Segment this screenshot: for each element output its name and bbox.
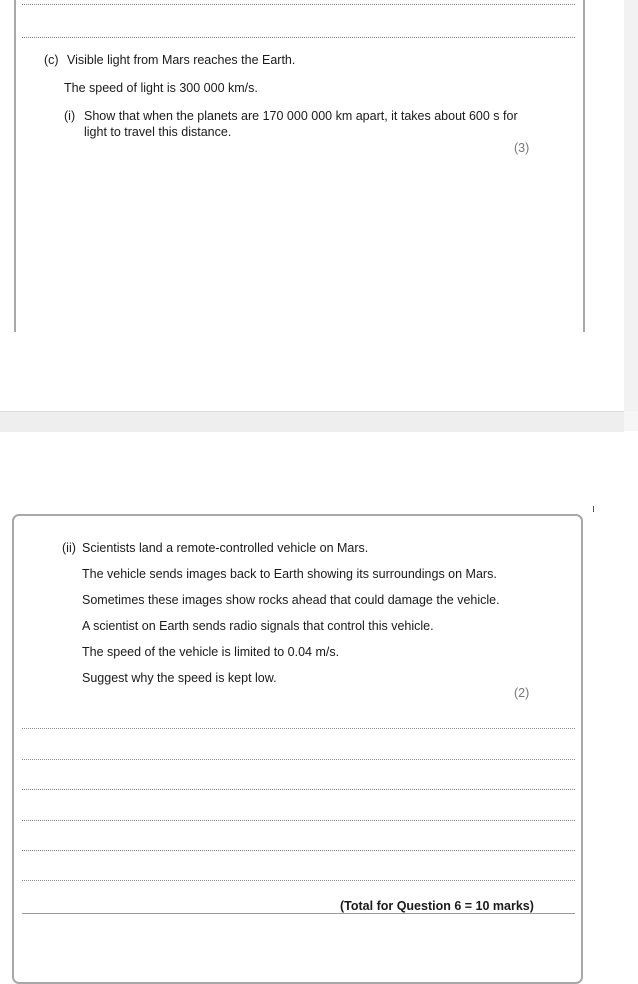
part-ii-line1: Scientists land a remote-controlled vehicle on Mars. [82,541,369,555]
part-ii-line4: A scientist on Earth sends radio signals that control this vehicle. [82,619,434,633]
part-ii-line2: The vehicle sends images back to Earth showing its surroundings on Mars. [82,567,497,581]
part-i-label: (i) [64,109,76,123]
total-underline [22,913,575,914]
answer-line[interactable] [22,759,575,760]
page-border-left [14,0,16,332]
viewer-gutter [624,0,638,413]
part-i-question-line1: Show that when the planets are 170 000 000 km apart, it takes about 600 s for [84,109,518,123]
answer-line[interactable] [22,789,575,790]
speed-of-light-statement: The speed of light is 300 000 km/s. [64,81,258,95]
part-ii-line5: The speed of the vehicle is limited to 0.04 m/s. [82,645,340,659]
answer-line[interactable] [22,820,575,821]
page-mark [593,506,594,512]
part-c-intro: Visible light from Mars reaches the Earth. [67,53,296,67]
part-i-marks: (3) [514,141,530,155]
question-total-marks: (Total for Question 6 = 10 marks) [340,899,534,913]
answer-line[interactable] [22,37,575,38]
page-separator-edge [624,411,638,431]
answer-line[interactable] [22,850,575,851]
page-border-right [583,0,585,332]
part-ii-label: (ii) [62,541,76,555]
answer-line[interactable] [22,4,575,5]
page-separator [0,411,624,432]
part-ii-line3: Sometimes these images show rocks ahead that could damage the vehicle. [82,593,500,607]
part-ii-marks: (2) [514,686,530,700]
part-i-question-line2: light to travel this distance. [84,125,232,139]
part-c-label: (c) [44,53,59,67]
part-ii-question: Suggest why the speed is kept low. [82,671,277,685]
answer-line[interactable] [22,880,575,881]
answer-line[interactable] [22,728,575,729]
